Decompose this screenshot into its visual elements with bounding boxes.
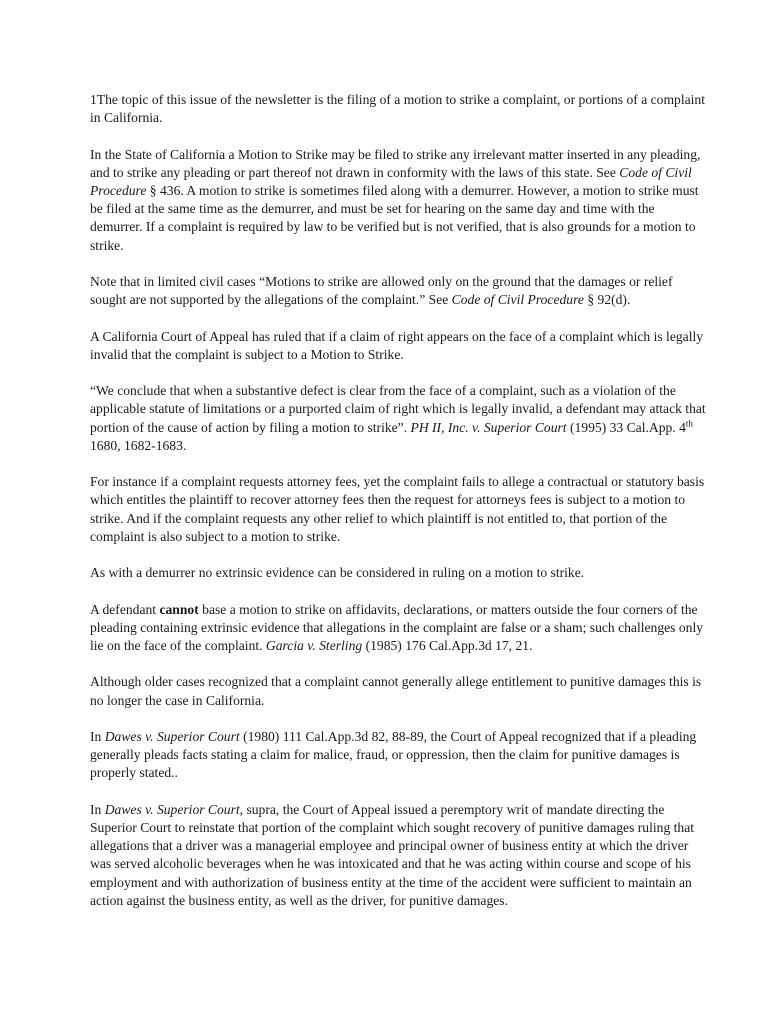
italic-citation: Dawes v. Superior Court xyxy=(104,728,240,744)
paragraph-5 xyxy=(90,382,710,455)
body-text: Although older cases recognized that a complaint cannot generally allege entitlement to punitive damages this is no longer the case in California. xyxy=(90,674,702,708)
superscript-text: th xyxy=(685,418,693,429)
paragraph-6 xyxy=(90,473,710,546)
body-text: “We conclude that when a substantive defect is clear from the face of a complaint, such as a violation of the applicable statute of limitations or a purported claim of right which is legally invalid, a defendant may attack that portion of the cause of action by filing a motion to strike”. xyxy=(90,383,706,435)
paragraph-8 xyxy=(90,601,710,656)
body-text: A California Court of Appeal has ruled that if a claim of right appears on the face of a complaint which is legally invalid that the complaint is subject to a Motion to Strike. xyxy=(90,328,704,362)
body-text: For instance if a complaint requests attorney fees, yet the complaint fails to allege a contractual or statutory basis which entitles the plaintiff to recover attorney fees then the request for attorneys fees is subject to a motion to strike. And if the complaint requests any other relief to which plaintiff is not entitled to, that portion of the complaint is also subject to a motion to strike. xyxy=(90,474,705,544)
paragraph-3 xyxy=(90,273,710,309)
paragraph-11 xyxy=(90,801,710,910)
body-text: supra, the Court of Appeal issued a peremptory writ of mandate directing the Superior Court to reinstate that portion of the complaint which sought recovery of punitive damages ruling that allegations that a driver was a managerial employee and principal owner of business entity at which the driver was served alcoholic beverages when he was intoxicated and that he was acting within course and scope of his employment and with authorization of business entity at the time of the accident were sufficient to maintain an action against the business entity, as well as the driver, for punitive damages. xyxy=(90,801,695,908)
body-text: (1980) 111 Cal.App.3d 82, 88-89, the Court of Appeal recognized that if a pleading generally pleads facts stating a claim for malice, fraud, or oppression, then the claim for punitive damages is properly stated.. xyxy=(90,728,697,781)
body-text: 1The topic of this issue of the newsletter is the filing of a motion to strike a complaint, or portions of a complaint in California. xyxy=(90,92,705,126)
paragraph-4 xyxy=(90,328,710,364)
italic-citation: Dawes v. Superior Court, xyxy=(104,801,244,817)
body-text: § 92(d). xyxy=(583,292,631,308)
paragraph-2 xyxy=(90,146,710,255)
body-text: § 436. A motion to strike is sometimes filed along with a demurrer. However, a motion to strike must be filed at the same time as the demurrer, and must be set for hearing on the same day and time with the demurrer. If a complaint is required by law to be verified but is not verified, that is also grounds for a motion to strike. xyxy=(90,183,699,253)
paragraph-7 xyxy=(90,564,710,582)
italic-citation: PH II, Inc. v. Superior Court xyxy=(410,419,567,435)
paragraph-10 xyxy=(90,728,710,783)
italic-citation: Garcia v. Sterling xyxy=(265,637,363,653)
body-text: As with a demurrer no extrinsic evidence can be considered in ruling on a motion to strike. xyxy=(90,565,585,581)
body-text: (1995) 33 Cal.App. 4 xyxy=(566,419,686,435)
body-text: (1985) 176 Cal.App.3d 17, 21. xyxy=(362,637,533,653)
italic-citation: Code of Civil Procedure xyxy=(451,292,584,308)
document-body xyxy=(90,91,710,928)
bold-emphasis: cannot xyxy=(159,601,199,617)
body-text: base a motion to strike on affidavits, declarations, or matters outside the four corners of the pleading containing extrinsic evidence that allegations in the complaint are false or a sham; such challenges only lie on the face of the complaint. xyxy=(90,601,704,653)
body-text: A defendant xyxy=(90,601,160,617)
paragraph-1 xyxy=(90,91,710,127)
body-text: In xyxy=(90,728,105,744)
body-text: 1680, 1682-1683. xyxy=(90,437,187,453)
italic-citation: Code of Civil Procedure xyxy=(90,164,692,198)
body-text: Note that in limited civil cases “Motions to strike are allowed only on the ground that the damages or relief sought are not supported by the allegations of the complaint.” See xyxy=(90,274,673,308)
paragraph-9 xyxy=(90,673,710,709)
body-text: In xyxy=(90,801,105,817)
body-text: In the State of California a Motion to Strike may be filed to strike any irrelevant matter inserted in any pleading, and to strike any pleading or part thereof not drawn in conformity with the laws of this state. See xyxy=(90,146,701,180)
